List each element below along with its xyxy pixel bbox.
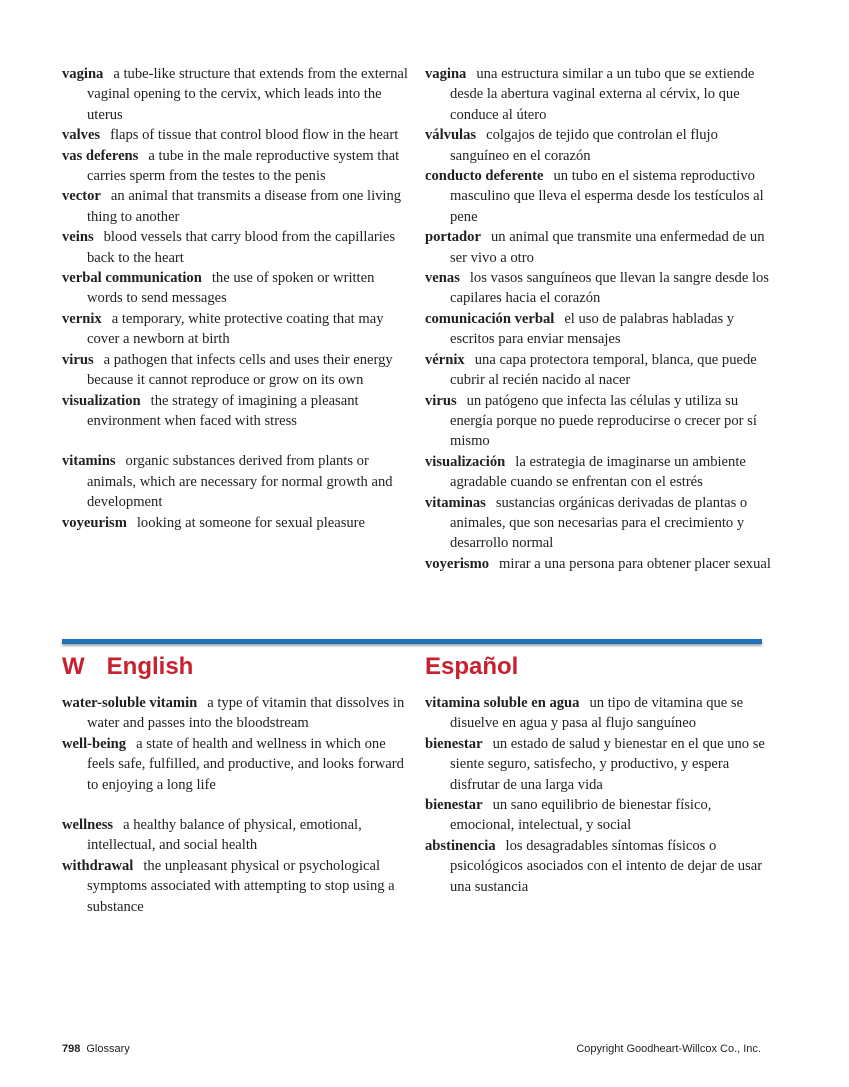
- glossary-entry: [425, 125, 775, 166]
- entry-definition: un estado de salud y bienestar en el que uno se siente seguro, satisfecho, y productivo, y espera disfrutar de una larga vida: [450, 735, 765, 793]
- entry-term: bienestar: [425, 735, 483, 752]
- entry-term: visualization: [62, 392, 141, 409]
- entry-term: vernix: [62, 310, 102, 327]
- glossary-entry: [62, 227, 412, 268]
- entry-term: vérnix: [425, 351, 465, 368]
- glossary-entry: [425, 268, 775, 309]
- glossary-entry: [425, 693, 775, 734]
- copyright-notice: Copyright Goodheart-Willcox Co., Inc.: [576, 1043, 761, 1055]
- entry-term: vitamina soluble en agua: [425, 695, 580, 711]
- entry-definition: colgajos de tejido que controlan el flujo sanguíneo en el corazón: [450, 127, 718, 164]
- glossary-entry: [425, 64, 775, 125]
- entry-term: wellness: [62, 817, 114, 834]
- entry-term: venas: [425, 270, 460, 287]
- glossary-entry: [62, 309, 412, 350]
- entry-definition: sustancias orgánicas derivadas de plantas o animales, que son necesarias para el crecimiento y desarrollo normal: [450, 494, 748, 552]
- glossary-entry: [425, 734, 775, 795]
- glossary-entry: [62, 391, 412, 432]
- entry-definition: the use of spoken or written words to send messages: [87, 270, 375, 307]
- glossary-entry: [425, 452, 775, 493]
- entry-term: vitamins: [62, 453, 116, 470]
- entry-term: well-being: [62, 735, 127, 752]
- entry-term: verbal communication: [62, 270, 202, 287]
- entry-term: veins: [62, 229, 94, 246]
- entry-definition: un patógeno que infecta las células y utiliza su energía porque no puede reproducirse o crecer por sí mismo: [450, 392, 757, 450]
- entry-term: comunicación verbal: [425, 310, 555, 327]
- entry-term: válvulas: [425, 127, 477, 144]
- entry-definition: una estructura similar a un tubo que se extiende desde la abertura vaginal externa al cérvix, lo que conduce al útero: [450, 66, 755, 123]
- entry-term: bienestar: [425, 797, 483, 814]
- entry-definition: the unpleasant physical or psychological symptoms associated with attempting to stop using a substance: [87, 857, 395, 915]
- glossary-entry: [425, 227, 775, 268]
- entry-term: conducto deferente: [425, 168, 544, 185]
- section-heading-english: [62, 651, 193, 683]
- entry-term: valves: [62, 127, 101, 144]
- entry-definition: an animal that transmits a disease from one living thing to another: [87, 188, 402, 225]
- entry-term: visualización: [425, 453, 506, 470]
- entry-definition: flaps of tissue that control blood flow in the heart: [110, 127, 399, 144]
- glossary-entry: [62, 146, 412, 187]
- glossary-entry: [62, 856, 412, 917]
- glossary-entry: [62, 125, 412, 145]
- glossary-entry: [425, 309, 775, 350]
- english-heading: English: [106, 653, 194, 680]
- entry-term: vitaminas: [425, 494, 486, 511]
- glossary-entry: [62, 268, 412, 309]
- entry-definition: una capa protectora temporal, blanca, que puede cubrir al recién nacido al nacer: [450, 351, 757, 389]
- entry-definition: a tube in the male reproductive system that carries sperm from the testes to the penis: [87, 147, 400, 185]
- page-footer-left: [62, 1042, 130, 1056]
- glossary-spanish-column-w: [425, 693, 775, 897]
- glossary-entry: [62, 64, 412, 125]
- entry-term: voyerismo: [425, 555, 490, 572]
- entry-definition: a tube-like structure that extends from the external vaginal opening to the cervix, which leads into the uterus: [87, 66, 408, 123]
- glossary-entry: [62, 693, 412, 734]
- entry-definition: looking at someone for sexual pleasure: [136, 514, 366, 531]
- glossary-entry: [425, 166, 775, 227]
- glossary-entry: [62, 186, 412, 227]
- entry-definition: un tubo en el sistema reproductivo masculino que lleva el esperma desde los testículos al pene: [450, 168, 764, 225]
- entry-term: withdrawal: [62, 857, 134, 874]
- entry-definition: un animal que transmite una enfermedad de un ser vivo a otro: [450, 229, 765, 266]
- glossary-entry: [425, 391, 775, 452]
- entry-definition: un tipo de vitamina que se disuelve en agua y pasa al flujo sanguíneo: [450, 695, 744, 732]
- entry-term: abstinencia: [425, 837, 496, 854]
- entry-term: vector: [62, 188, 101, 205]
- glossary-entry: [425, 350, 775, 391]
- glossary-entry: [425, 795, 775, 836]
- entry-term: vagina: [62, 66, 104, 82]
- glossary-entry: [62, 350, 412, 391]
- glossary-entry: [425, 554, 775, 574]
- section-letter: W: [62, 653, 85, 680]
- glossary-entry: [62, 451, 412, 512]
- entry-term: vagina: [425, 66, 467, 82]
- glossary-entry: [62, 513, 412, 533]
- glossary-entry: [425, 836, 775, 897]
- entry-definition: a temporary, white protective coating that may cover a newborn at birth: [87, 310, 384, 348]
- entry-definition: el uso de palabras habladas y escritos para enviar mensajes: [450, 310, 735, 348]
- entry-definition: mirar a una persona para obtener placer sexual: [499, 555, 771, 572]
- entry-definition: a state of health and wellness in which one feels safe, fulfilled, and productive, and looks forward to enjoying a long life: [87, 735, 404, 793]
- section-heading-spanish: [425, 651, 518, 683]
- entry-term: voyeurism: [62, 514, 127, 531]
- entry-definition: blood vessels that carry blood from the capillaries back to the heart: [87, 229, 396, 266]
- footer-section-name: Glossary: [86, 1043, 130, 1055]
- entry-definition: organic substances derived from plants or animals, which are necessary for normal growth and development: [87, 453, 393, 511]
- entry-term: virus: [425, 392, 457, 409]
- entry-term: portador: [425, 229, 481, 246]
- section-divider: [62, 639, 762, 644]
- glossary-entry: [62, 815, 412, 856]
- entry-term: vas deferens: [62, 147, 139, 164]
- entry-definition: un sano equilibrio de bienestar físico, emocional, intelectual, y social: [450, 797, 712, 834]
- glossary-spanish-column: [425, 64, 775, 574]
- entry-spacer: [62, 431, 412, 451]
- entry-definition: the strategy of imagining a pleasant environment when faced with stress: [87, 392, 359, 429]
- entry-definition: a type of vitamin that dissolves in water and passes into the bloodstream: [87, 695, 405, 732]
- entry-term: water-soluble vitamin: [62, 695, 198, 711]
- glossary-english-column-w: [62, 693, 412, 917]
- glossary-english-column: [62, 64, 412, 533]
- glossary-entry: [425, 493, 775, 554]
- entry-term: virus: [62, 351, 94, 368]
- entry-definition: a pathogen that infects cells and uses their energy because it cannot reproduce or grow on its own: [87, 351, 393, 389]
- entry-definition: a healthy balance of physical, emotional, intellectual, and social health: [87, 817, 362, 854]
- entry-definition: los vasos sanguíneos que llevan la sangre desde los capilares hacia el corazón: [450, 270, 769, 307]
- entry-spacer: [62, 795, 412, 815]
- glossary-entry: [62, 734, 412, 795]
- spanish-heading: Español: [425, 653, 519, 680]
- entry-definition: los desagradables síntomas físicos o psicológicos asociados con el intento de dejar de usar una sustancia: [450, 837, 763, 895]
- page-number: 798: [62, 1043, 81, 1055]
- entry-definition: la estrategia de imaginarse un ambiente agradable cuando se enfrentan con el estrés: [450, 453, 746, 491]
